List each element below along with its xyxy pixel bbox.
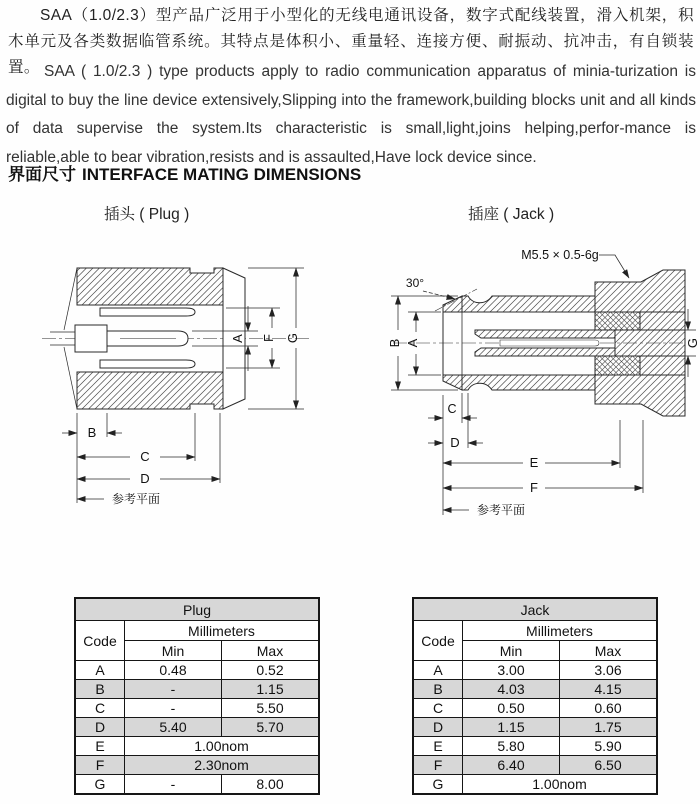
intro-paragraph-zh: SAA（1.0/2.3）型产品广泛用于小型化的无线电通讯设备，数字式配线装置，滑入机架，积木单元及各类数据临管系统。其特点是体积小、重量轻、连接方便、耐振动、抗冲击，有自锁装置。 <box>8 7 694 76</box>
row-code: B <box>75 680 125 699</box>
jack-knurl-top <box>595 312 640 330</box>
jack-bushing-top <box>640 312 685 330</box>
plug-dim-c-label: C <box>140 449 150 464</box>
jack-thread-callout: M5.5 × 0.5-6g <box>521 248 599 262</box>
row-max: 0.60 <box>560 699 658 718</box>
jack-contact-tail <box>615 330 685 356</box>
plug-table-title: Plug <box>75 598 319 621</box>
row-code: G <box>413 775 463 795</box>
jack-table-title: Jack <box>413 598 657 621</box>
jack-thread-section-top <box>595 270 685 312</box>
jack-contact-slot <box>500 340 599 346</box>
jack-min-header: Min <box>463 641 560 661</box>
plug-dim-a-label: A <box>230 334 245 343</box>
row-code: C <box>75 699 125 718</box>
row-min: 0.50 <box>463 699 560 718</box>
row-min: 4.03 <box>463 680 560 699</box>
row-min: 6.40 <box>463 756 560 775</box>
plug-bottom-wall <box>77 372 223 409</box>
table-row <box>413 680 657 699</box>
row-max: 1.75 <box>560 718 658 737</box>
section-heading <box>8 160 361 185</box>
plug-bottom-sleeve <box>100 360 195 368</box>
plug-spec-table <box>74 597 320 795</box>
row-nominal-value: 2.30nom <box>125 756 320 775</box>
jack-dim-g-label: G <box>685 337 700 349</box>
table-row <box>413 737 657 756</box>
row-min: - <box>125 699 222 718</box>
row-min: 5.40 <box>125 718 222 737</box>
jack-unit-header: Millimeters <box>463 621 658 641</box>
table-row <box>75 661 319 680</box>
row-code: D <box>413 718 463 737</box>
row-min: 3.00 <box>463 661 560 680</box>
plug-ref-plane-label: 参考平面 <box>112 492 161 506</box>
jack-knurl-bottom <box>595 356 640 375</box>
plug-pin-base <box>75 325 107 352</box>
row-min: 0.48 <box>125 661 222 680</box>
row-code: E <box>413 737 463 756</box>
row-nominal-value: 1.00nom <box>125 737 320 756</box>
jack-thread-section-bottom <box>595 375 685 416</box>
row-max: 1.15 <box>222 680 320 699</box>
table-row <box>413 699 657 718</box>
jack-bottom-wall <box>462 375 595 390</box>
jack-ref-plane-label: 参考平面 <box>477 503 526 517</box>
row-max: 5.50 <box>222 699 320 718</box>
row-max: 3.06 <box>560 661 658 680</box>
jack-contact-bottom-leaf <box>475 348 615 356</box>
table-row <box>75 699 319 718</box>
row-code: A <box>413 661 463 680</box>
intro-paragraph-en: SAA ( 1.0/2.3 ) type products apply to radio communication apparatus of minia-turization is digital to buy the line device extensively,Slipping into the framework,building blocks unit and all kinds of data supervise the system.Its characteristic is small,light,joins helping,perfor-mance is reliable,able to bear vibration,resists and is assaulted,Have lock device since. <box>6 63 696 166</box>
row-min: 1.15 <box>463 718 560 737</box>
row-code: E <box>75 737 125 756</box>
jack-nose-bottom <box>443 375 462 390</box>
row-nominal-value: 1.00nom <box>463 775 658 795</box>
table-row <box>75 737 319 756</box>
row-code: G <box>75 775 125 795</box>
jack-figure-label: 插座 ( Jack ) <box>468 206 555 223</box>
jack-top-wall <box>462 296 595 312</box>
plug-top-wall <box>77 268 223 305</box>
jack-dim-f-label: F <box>530 480 538 495</box>
table-row <box>413 775 657 795</box>
plug-break-line <box>64 347 77 409</box>
plug-unit-header: Millimeters <box>125 621 320 641</box>
row-max: 8.00 <box>222 775 320 795</box>
jack-spec-table <box>412 597 658 795</box>
row-code: B <box>413 680 463 699</box>
jack-dim-a-label: A <box>405 338 420 348</box>
jack-contact-top-leaf <box>475 330 615 338</box>
jack-dim-e-label: E <box>529 455 539 470</box>
jack-body <box>393 270 685 416</box>
row-max: 0.52 <box>222 661 320 680</box>
table-row <box>413 718 657 737</box>
row-code: C <box>413 699 463 718</box>
jack-dim-c-label: C <box>447 402 457 416</box>
table-row <box>413 661 657 680</box>
row-min: - <box>125 775 222 795</box>
jack-max-header: Max <box>560 641 658 661</box>
plug-min-header: Min <box>125 641 222 661</box>
plug-cross-section-drawing <box>30 240 340 550</box>
row-max: 5.90 <box>560 737 658 756</box>
row-min: 5.80 <box>463 737 560 756</box>
row-max: 5.70 <box>222 718 320 737</box>
row-code: D <box>75 718 125 737</box>
jack-bushing-bottom <box>640 356 685 375</box>
table-row <box>75 680 319 699</box>
row-code: F <box>413 756 463 775</box>
plug-top-sleeve <box>100 308 195 316</box>
table-row <box>75 775 319 795</box>
section-heading-en: INTERFACE MATING DIMENSIONS <box>82 165 362 184</box>
row-min: - <box>125 680 222 699</box>
jack-code-header: Code <box>413 621 463 661</box>
table-row <box>75 756 319 775</box>
plug-dim-g-label: G <box>285 332 300 344</box>
jack-angle-callout: 30° <box>405 276 425 290</box>
plug-dim-b-label: B <box>87 425 97 440</box>
jack-cross-section-drawing <box>385 235 700 550</box>
plug-code-header: Code <box>75 621 125 661</box>
plug-max-header: Max <box>222 641 320 661</box>
plug-dim-f-label: F <box>261 334 276 342</box>
plug-break-line <box>64 268 77 330</box>
jack-dim-b-label: B <box>387 338 402 348</box>
table-row <box>75 718 319 737</box>
jack-dim-d-label: D <box>450 435 460 450</box>
plug-dim-d-label: D <box>140 471 150 486</box>
section-heading-zh: 界面尺寸 <box>8 165 76 184</box>
row-max: 4.15 <box>560 680 658 699</box>
plug-figure-label: 插头 ( Plug ) <box>104 206 190 223</box>
row-code: A <box>75 661 125 680</box>
row-code: F <box>75 756 125 775</box>
row-max: 6.50 <box>560 756 658 775</box>
table-row <box>413 756 657 775</box>
